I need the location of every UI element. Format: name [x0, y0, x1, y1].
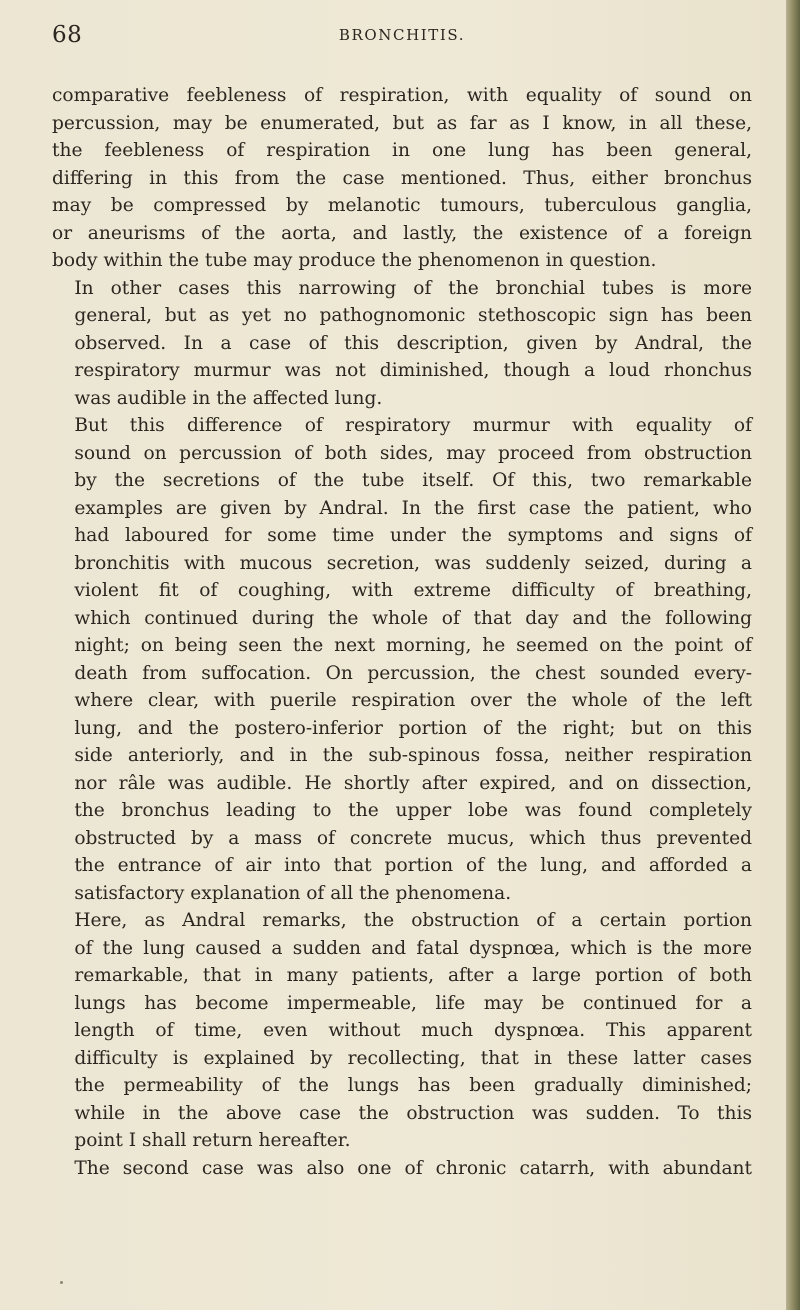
paper-speck [60, 1281, 63, 1284]
text-line: satisfactory explanation of all the phenomena. [74, 882, 512, 904]
text-line: was audible in the affected lung. [74, 387, 383, 409]
text-line: difficulty is explained by recollecting, that in these latter cases [74, 1047, 752, 1069]
paragraph [52, 1155, 752, 1183]
text-line: the feebleness of respiration in one lung has been general, [52, 140, 752, 161]
text-line: by the secretions of the tube itself. Of this, two remarkable [74, 470, 752, 491]
text-line: had laboured for some time under the symptoms and signs of [74, 525, 752, 546]
text-line: point I shall return hereafter. [74, 1130, 351, 1151]
text-line: side anteriorly, and in the sub-spinous fossa, neither respiration [74, 745, 752, 766]
text-line: respiratory murmur was not diminished, though a loud rhonchus [74, 360, 752, 381]
text-line: body within the tube may produce the phenomenon in question. [52, 250, 657, 271]
text-line: In other cases this narrowing of the bronchial tubes is more [74, 277, 752, 299]
text-line: while in the above case the obstruction was sudden. To this [74, 1102, 752, 1124]
page-header [52, 22, 752, 54]
text-line: lung, and the postero-inferior portion of the right; but on this [74, 717, 752, 739]
text-line: sound on percussion of both sides, may proceed from obstruction [74, 442, 752, 464]
text-line: The second case was also one of chronic catarrh, with abundant [74, 1157, 752, 1179]
text-line: Here, as Andral remarks, the obstruction of a certain portion [74, 910, 752, 931]
text-line: percussion, may be enumerated, but as far as I know, in all these, [52, 112, 752, 134]
text-line: nor râle was audible. He shortly after expired, and on dissection, [74, 772, 752, 794]
text-line: or aneurisms of the aorta, and lastly, the existence of a foreign [52, 222, 752, 244]
page-number: 68 [52, 22, 83, 48]
text-line: the permeability of the lungs has been gradually diminished; [74, 1075, 752, 1096]
text-line: death from suffocation. On percussion, the chest sounded every- [74, 662, 752, 684]
text-line: where clear, with puerile respiration over the whole of the left [74, 690, 752, 711]
text-line: But this difference of respiratory murmur with equality of [74, 415, 752, 436]
text-line: which continued during the whole of that day and the following [74, 607, 752, 629]
text-line: the entrance of air into that portion of the lung, and afforded a [74, 855, 752, 876]
paragraph [52, 82, 752, 275]
text-line: comparative feebleness of respiration, with equality of sound on [52, 85, 752, 106]
page-edge [786, 0, 800, 1310]
text-line: remarkable, that in many patients, after a large portion of both [74, 965, 752, 986]
text-line: of the lung caused a sudden and fatal dyspnœa, which is the more [74, 937, 752, 959]
text-line: night; on being seen the next morning, he seemed on the point of [74, 635, 752, 656]
body-text [52, 82, 752, 1182]
text-line: violent fit of coughing, with extreme difficulty of breathing, [74, 580, 752, 601]
text-line: examples are given by Andral. In the first case the patient, who [74, 497, 752, 519]
text-line: may be compressed by melanotic tumours, tuberculous ganglia, [52, 195, 752, 216]
text-line: obstructed by a mass of concrete mucus, which thus prevented [74, 827, 752, 849]
text-line: the bronchus leading to the upper lobe was found completely [74, 800, 752, 821]
text-line: length of time, even without much dyspnœa. This apparent [74, 1020, 752, 1041]
text-line: differing in this from the case mentioned. Thus, either bronchus [52, 167, 752, 189]
paragraph [52, 412, 752, 907]
running-head: BRONCHITIS. [338, 26, 466, 44]
text-line: observed. In a case of this description, given by Andral, the [74, 332, 752, 354]
paragraph [52, 907, 752, 1155]
paragraph [52, 275, 752, 413]
text-line: lungs has become impermeable, life may be continued for a [74, 992, 752, 1014]
text-line: general, but as yet no pathognomonic stethoscopic sign has been [74, 305, 752, 326]
text-line: bronchitis with mucous secretion, was suddenly seized, during a [74, 552, 752, 574]
